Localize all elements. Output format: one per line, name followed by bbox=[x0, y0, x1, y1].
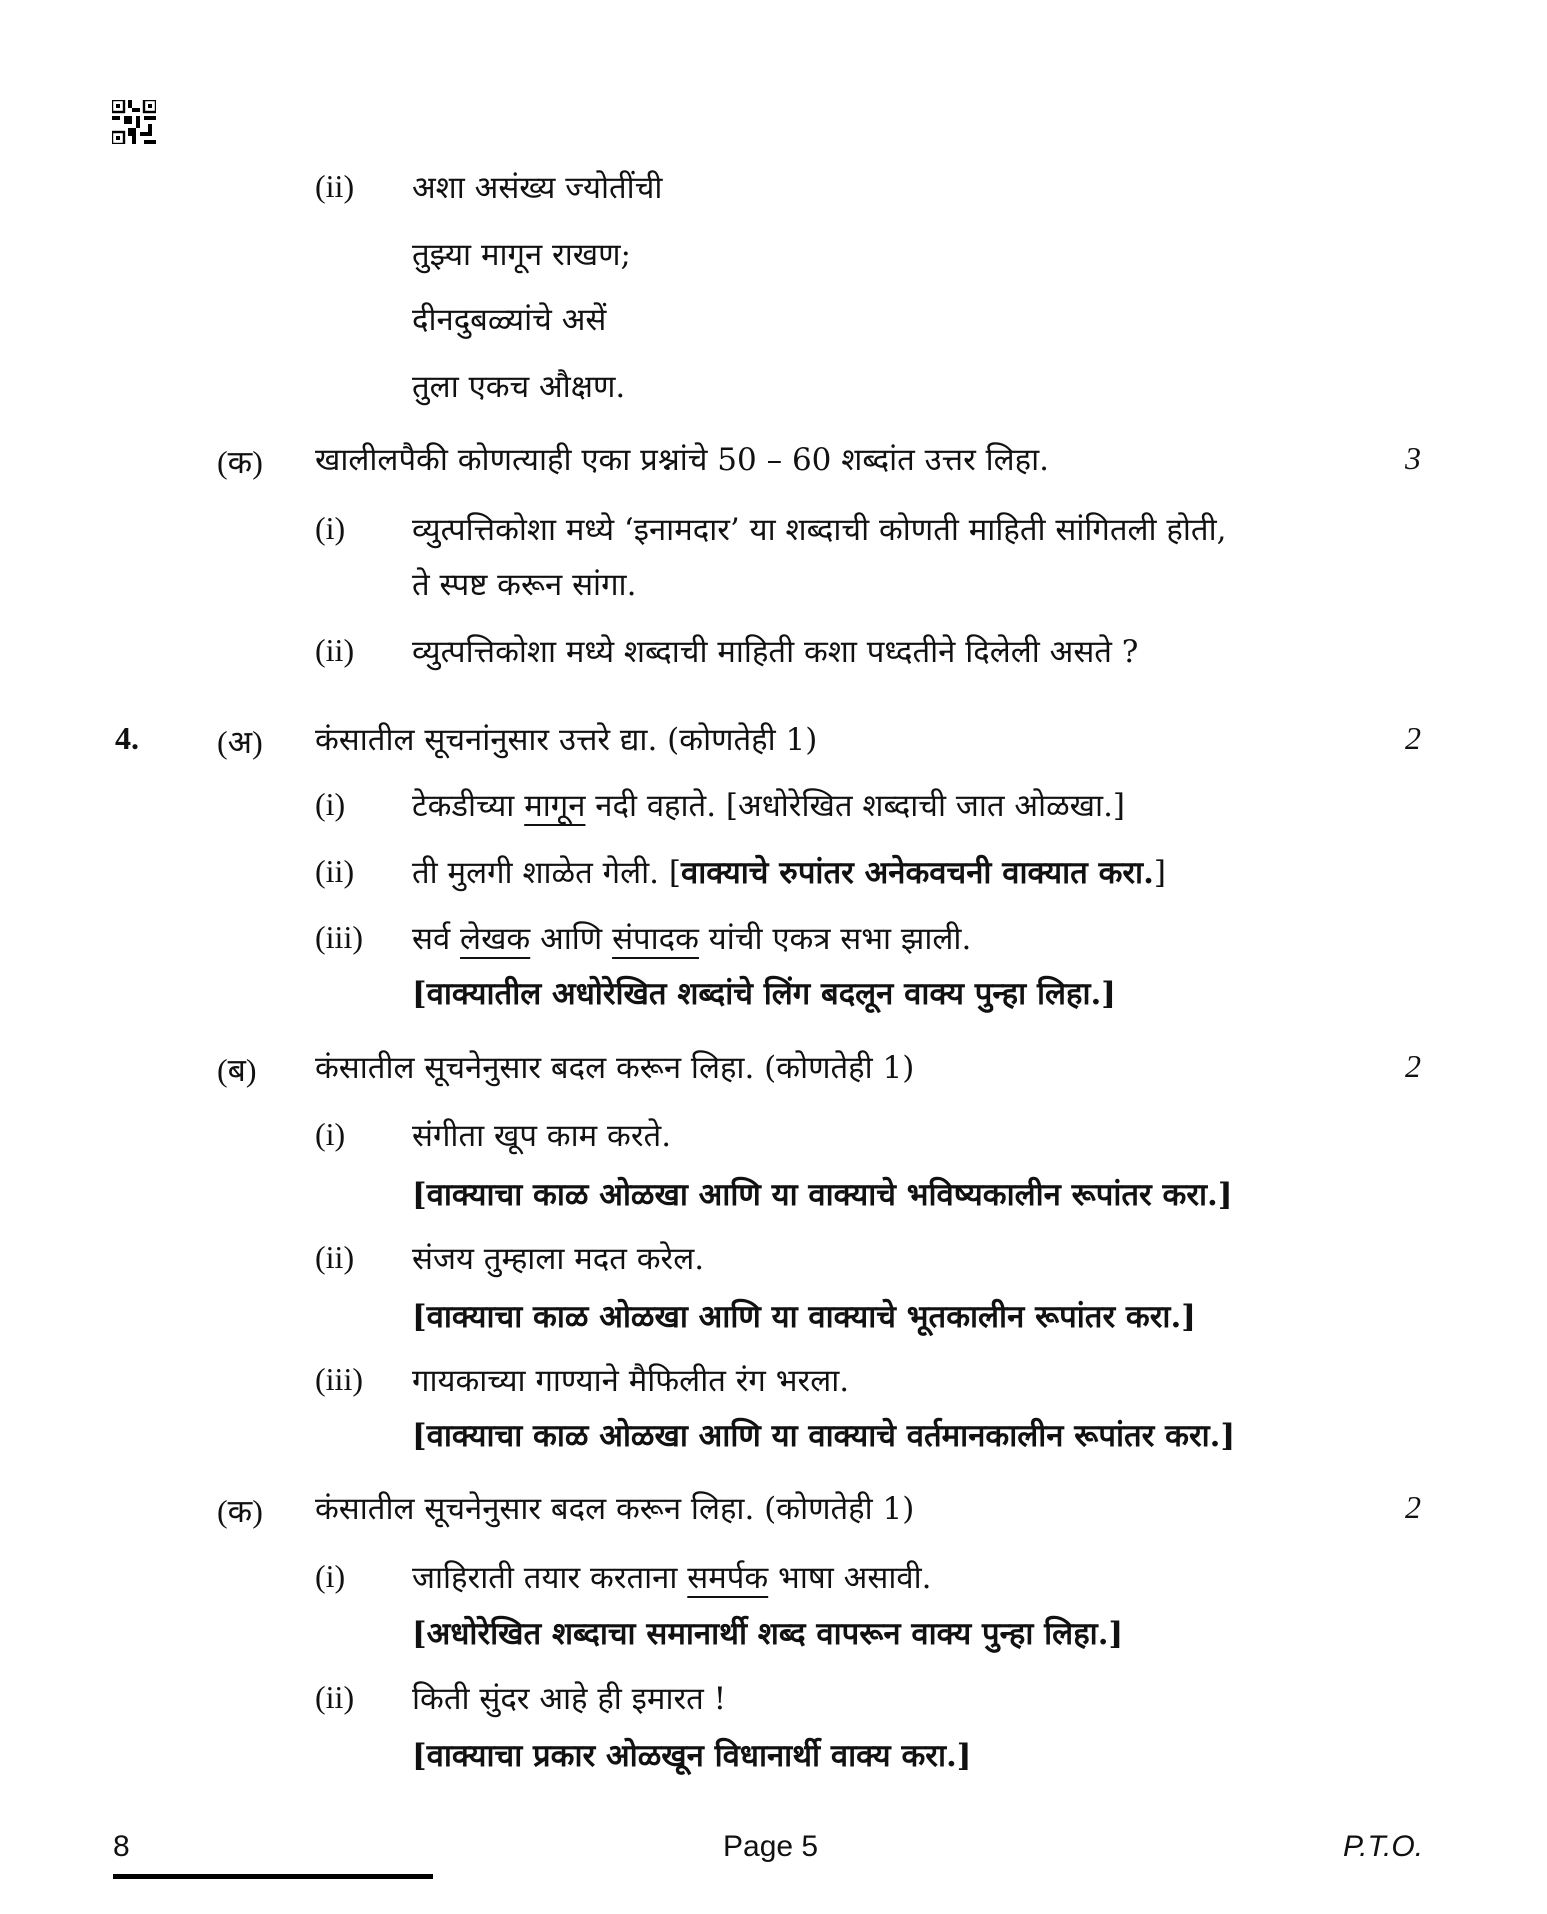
item-label: (ii) bbox=[315, 853, 355, 889]
section-instruction: कंसातील सूचनेनुसार बदल करून लिहा. (कोणतेही 1) bbox=[315, 1491, 915, 1527]
question-text: व्युत्पत्तिकोशा मध्ये ‘इनामदार’ या शब्दाची कोणती माहिती सांगितली होती, bbox=[412, 512, 1227, 548]
section-label: (ब) bbox=[217, 1052, 257, 1088]
section-instruction: कंसातील सूचनेनुसार बदल करून लिहा. (कोणतेही 1) bbox=[315, 1050, 915, 1086]
item-label: (ii) bbox=[315, 1239, 355, 1275]
question-text: व्युत्पत्तिकोशा मध्ये शब्दाची माहिती कशा पध्दतीने दिलेली असते ? bbox=[412, 634, 1139, 670]
section-instruction: खालीलपैकी कोणत्याही एका प्रश्नांचे 50 – 60 शब्दांत उत्तर लिहा. bbox=[315, 442, 1050, 478]
poem-line: अशा असंख्य ज्योतींची bbox=[412, 170, 663, 206]
question-text: संगीता खूप काम करते. bbox=[412, 1118, 672, 1154]
marks: 2 bbox=[1405, 720, 1421, 756]
marks: 2 bbox=[1405, 1489, 1421, 1525]
item-label: (iii) bbox=[315, 1361, 363, 1397]
footer-rule bbox=[113, 1874, 433, 1879]
marks: 2 bbox=[1405, 1048, 1421, 1084]
item-label: (ii) bbox=[315, 1679, 355, 1715]
question-text: टेकडीच्या मागून नदी वहाते. [अधोरेखित शब्दाची जात ओळखा.] bbox=[412, 788, 1126, 824]
section-label: (क) bbox=[217, 1493, 263, 1529]
item-label: (ii) bbox=[315, 632, 355, 668]
instruction-text: [अधोरेखित शब्दाचा समानार्थी शब्द वापरून वाक्य पुन्हा लिहा.] bbox=[412, 1616, 1124, 1652]
question-text: ती मुलगी शाळेत गेली. [वाक्याचे रुपांतर अनेकवचनी वाक्यात करा.] bbox=[412, 855, 1166, 891]
page-number: Page 5 bbox=[723, 1830, 819, 1863]
poem-line: तुला एकच औक्षण. bbox=[412, 369, 626, 405]
instruction-text: [वाक्यातील अधोरेखित शब्दांचे लिंग बदलून वाक्य पुन्हा लिहा.] bbox=[412, 976, 1116, 1012]
instruction-text: [वाक्याचा काळ ओळखा आणि या वाक्याचे भविष्यकालीन रूपांतर करा.] bbox=[412, 1177, 1233, 1213]
item-label: (i) bbox=[315, 510, 346, 546]
underlined-word: लेखक bbox=[460, 921, 531, 957]
item-label: (i) bbox=[315, 786, 346, 822]
item-label: (i) bbox=[315, 1116, 346, 1152]
question-text: सर्व लेखक आणि संपादक यांची एकत्र सभा झाली. bbox=[412, 921, 972, 957]
poem-label: (ii) bbox=[315, 168, 355, 204]
question-text: संजय तुम्हाला मदत करेल. bbox=[412, 1241, 705, 1277]
section-label: (क) bbox=[217, 444, 263, 480]
poem-line: तुझ्या मागून राखण; bbox=[412, 237, 631, 273]
pto-label: P.T.O. bbox=[1343, 1830, 1424, 1863]
question-text: ते स्पष्ट करून सांगा. bbox=[412, 567, 637, 603]
marks: 3 bbox=[1405, 440, 1421, 476]
poem-line: दीनदुबळ्यांचे असें bbox=[412, 302, 607, 338]
qr-code-icon bbox=[112, 100, 156, 144]
question-text: जाहिराती तयार करताना समर्पक भाषा असावी. bbox=[412, 1560, 932, 1596]
item-label: (iii) bbox=[315, 919, 363, 955]
item-label: (i) bbox=[315, 1558, 346, 1594]
question-text: किती सुंदर आहे ही इमारत ! bbox=[412, 1681, 727, 1717]
instruction-text: [वाक्याचा काळ ओळखा आणि या वाक्याचे वर्तमानकालीन रूपांतर करा.] bbox=[412, 1418, 1236, 1454]
question-text: गायकाच्या गाण्याने मैफिलीत रंग भरला. bbox=[412, 1363, 850, 1399]
question-number: 4. bbox=[115, 720, 139, 756]
underlined-word: संपादक bbox=[612, 921, 699, 957]
underlined-word: समर्पक bbox=[687, 1560, 769, 1596]
section-label: (अ) bbox=[217, 724, 263, 760]
footer-code: 8 bbox=[113, 1830, 130, 1863]
instruction-text: [वाक्याचा प्रकार ओळखून विधानार्थी वाक्य करा.] bbox=[412, 1738, 972, 1774]
instruction-text: [वाक्याचा काळ ओळखा आणि या वाक्याचे भूतकालीन रूपांतर करा.] bbox=[412, 1299, 1196, 1335]
underlined-word: मागून bbox=[524, 788, 586, 824]
section-instruction: कंसातील सूचनांनुसार उत्तरे द्या. (कोणतेही 1) bbox=[315, 722, 818, 758]
